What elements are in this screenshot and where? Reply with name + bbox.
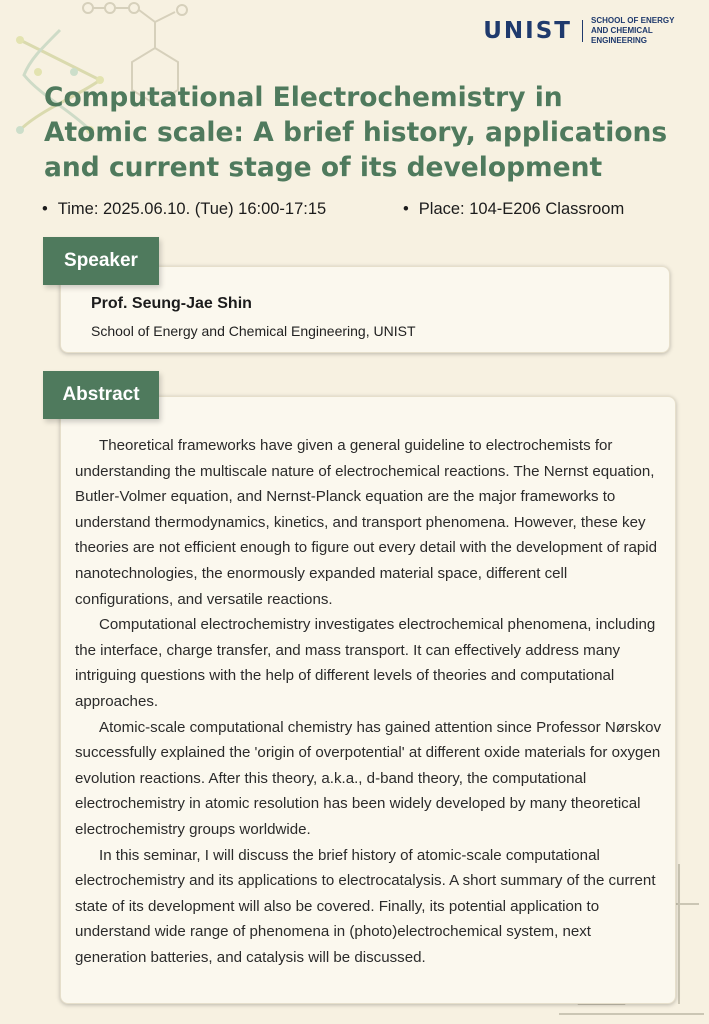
speaker-affiliation: School of Energy and Chemical Engineering, UNIST xyxy=(91,323,416,339)
abstract-paragraph: In this seminar, I will discuss the brief history of atomic-scale computational electrochemistry and its applications to electrocatalysis. A short summary of the current state of its development will also be covered. Finally, its potential application to understand wide range of phenomena in (photo)electrochemical system, next generation batteries, and catalysis will be discussed. xyxy=(75,846,656,966)
seminar-title: Computational Electrochemistry in Atomic scale: A brief history, applications and current stage of its development xyxy=(44,82,668,183)
logo-divider xyxy=(582,20,583,42)
logo-department: SCHOOL OF ENERGY AND CHEMICAL ENGINEERING xyxy=(591,16,675,45)
place-text: Place: 104-E206 Classroom xyxy=(418,200,625,218)
abstract-paragraph: Computational electrochemistry investigates electrochemical phenomena, including the interface, charge transfer, and mass transport. It can effectively address many intriguing questions with the help of different levels of theories and computational approaches. xyxy=(75,616,656,710)
abstract-paragraph: Theoretical frameworks have given a general guideline to electrochemists for understanding the multiscale nature of electrochemical reactions. The Nernst equation, Butler-Volmer equation, and Nernst-Planck equation are the major frameworks to understand thermodynamics, kinetics, and transport phenomena. However, these key theories are not efficient enough to figure out every detail with the development of rapid nanotechnologies, the enormously expanded material space, different cell configurations, and versatile reactions. xyxy=(75,437,658,608)
abstract-body xyxy=(75,433,665,970)
bullet-icon: • xyxy=(42,200,48,218)
abstract-section-label: Abstract xyxy=(43,371,159,419)
logo-wordmark: UNIST xyxy=(483,18,572,44)
unist-logo xyxy=(483,16,691,46)
abstract-paragraph: Atomic-scale computational chemistry has gained attention since Professor Nørskov successfully explained the 'origin of overpotential' at different oxide materials for oxygen evolution reactions. After this theory, a.k.a., d-band theory, the computational electrochemistry in atomic resolution has been widely developed by many theoretical electrochemistry groups worldwide. xyxy=(75,718,662,838)
bullet-icon: • xyxy=(403,200,409,218)
place-info xyxy=(403,200,624,219)
speaker-name: Prof. Seung-Jae Shin xyxy=(91,295,252,312)
abstract-card xyxy=(60,396,676,1004)
speaker-section-label: Speaker xyxy=(43,237,159,285)
time-info xyxy=(42,200,326,219)
time-text: Time: 2025.06.10. (Tue) 16:00-17:15 xyxy=(57,200,327,218)
